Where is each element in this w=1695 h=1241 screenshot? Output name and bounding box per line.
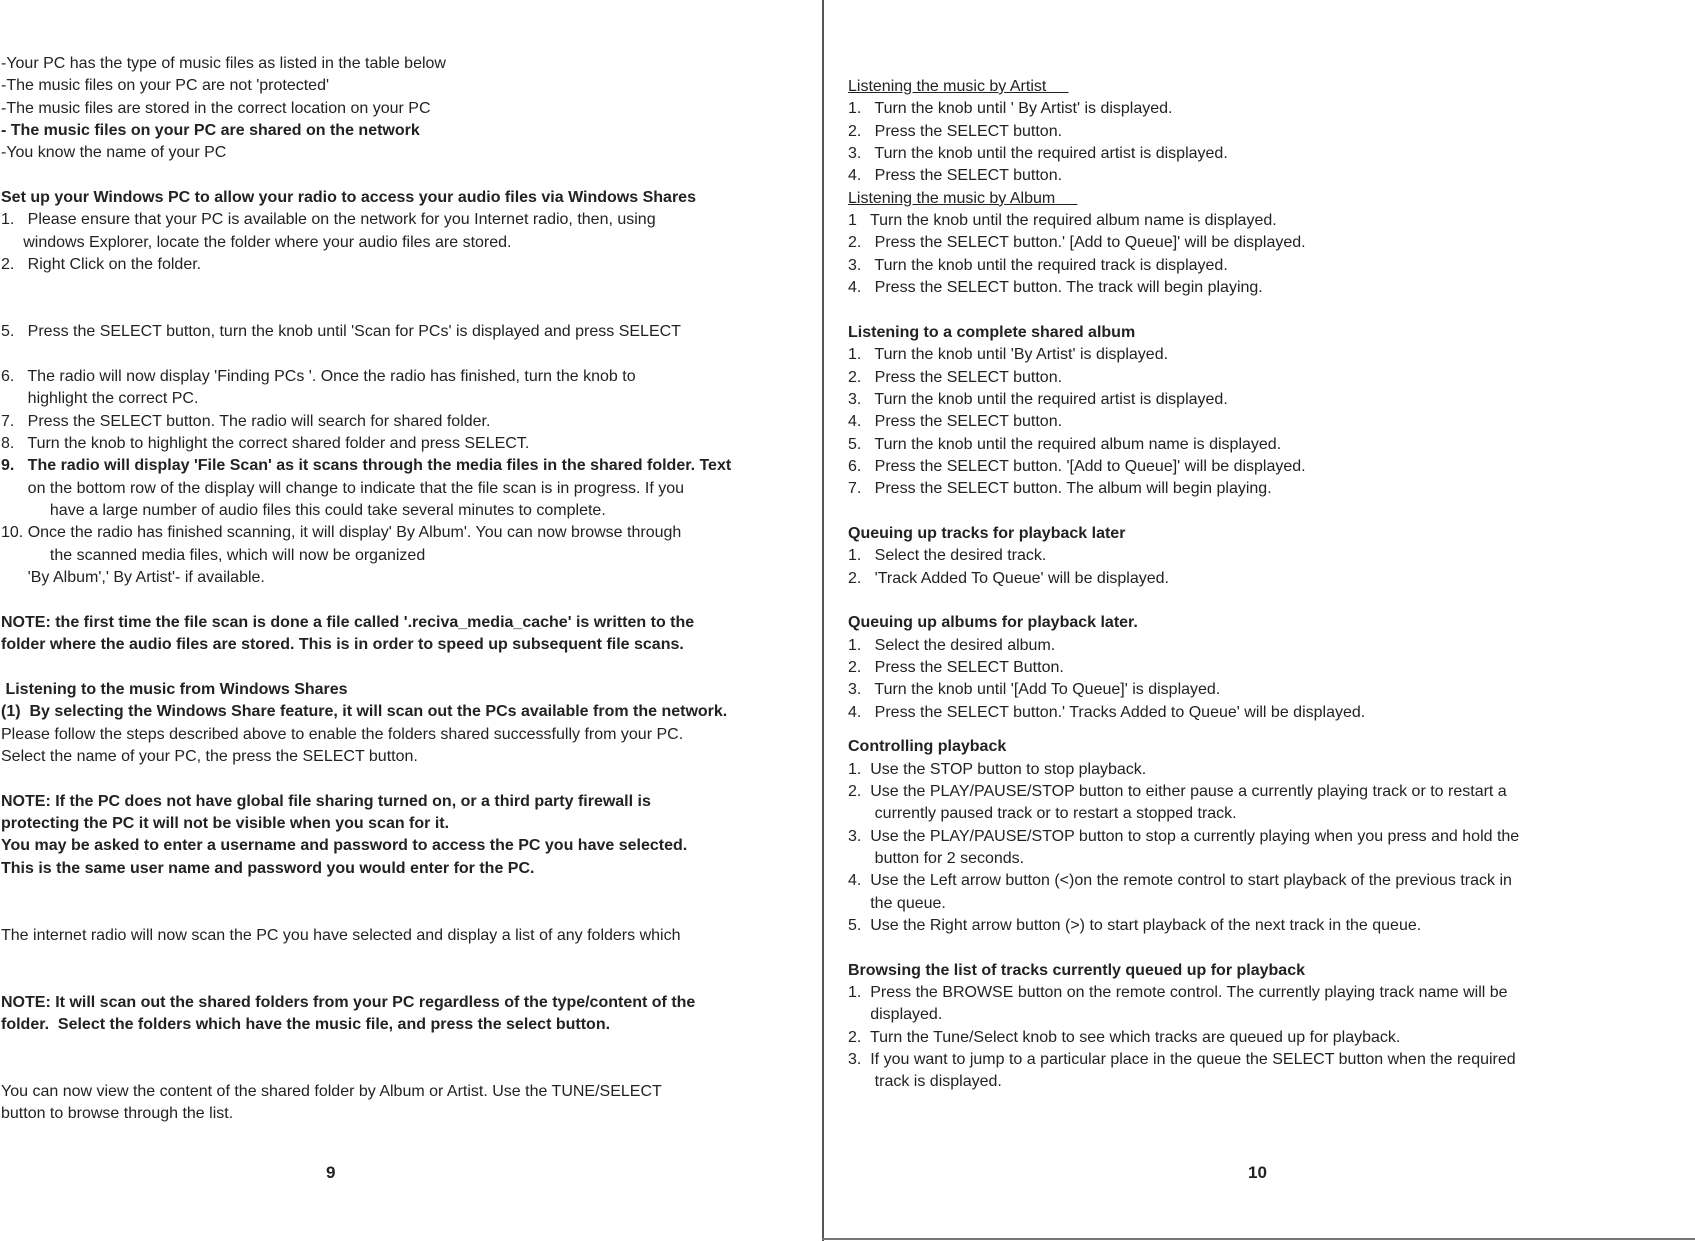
text-line: 2. Press the SELECT button. (848, 122, 1063, 140)
text-line: 6. The radio will now display 'Finding PCs '. Once the radio has finished, turn the knob to (1, 367, 636, 385)
heading-line: Queuing up tracks for playback later (848, 525, 1126, 542)
text-line: Listening the music by Album (848, 189, 1078, 207)
text-line: 2. Turn the Tune/Select knob to see which tracks are queued up for playback. (848, 1028, 1401, 1046)
text-line: 3. Turn the knob until the required track is displayed. (848, 256, 1228, 274)
heading-line: NOTE: the first time the file scan is done a file called '.reciva_media_cache' is written to the (1, 613, 695, 631)
text-line: You can now view the content of the shared folder by Album or Artist. Use the TUNE/SELECT (1, 1083, 662, 1101)
text-line: 2. Press the SELECT Button. (848, 659, 1064, 677)
text-line: windows Explorer, locate the folder where your audio files are stored. (1, 233, 512, 251)
text-line: track is displayed. (848, 1073, 1002, 1091)
text-line: -The music files on your PC are not 'protected' (1, 77, 330, 95)
heading-line: Browsing the list of tracks currently queued up for playback (848, 961, 1305, 979)
text-line: 2. Right Click on the folder. (1, 256, 202, 274)
text-line: the scanned media files, which will now be organized (1, 546, 426, 564)
text-line: 1. Turn the knob until ' By Artist' is displayed. (848, 100, 1173, 118)
text-line: on the bottom row of the display will change to indicate that the file scan is in progress. If you (1, 479, 685, 497)
text-line: 3. If you want to jump to a particular place in the queue the SELECT button when the required (848, 1051, 1516, 1069)
text-line: 'By Album',' By Artist'- if available. (1, 569, 265, 587)
text-line: 7. Press the SELECT button. The radio will search for shared folder. (1, 412, 491, 430)
heading-line: Queuing up albums for playback later. (848, 614, 1138, 632)
text-line: 4. Press the SELECT button.' Tracks Added to Queue' will be displayed. (848, 703, 1366, 721)
text-line: 6. Press the SELECT button. '[Add to Queue]' will be displayed. (848, 457, 1306, 475)
text-line: 1. Select the desired album. (848, 636, 1056, 654)
text-line: -The music files are stored in the correct location on your PC (1, 99, 431, 117)
text-line: 1. Select the desired track. (848, 547, 1047, 565)
heading-line: Controlling playback (848, 738, 1007, 756)
text-line: 2. Press the SELECT button.' [Add to Queue]' will be displayed. (848, 234, 1306, 252)
heading-line: Set up your Windows PC to allow your radio to access your audio files via Windows Shares (1, 189, 696, 207)
text-line: 2. Use the PLAY/PAUSE/STOP button to either pause a currently playing track or to restart a (848, 782, 1507, 800)
heading-line: This is the same user name and password you would enter for the PC. (1, 859, 535, 877)
page-number-left: 9 (326, 1163, 336, 1182)
page-number-right: 10 (1248, 1163, 1267, 1182)
heading-line: 9. The radio will display 'File Scan' as it scans through the media files in the shared folder. Text (1, 457, 732, 475)
heading-line: (1) By selecting the Windows Share feature, it will scan out the PCs available from the network. (1, 703, 728, 721)
heading-line: - The music files on your PC are shared on the network (1, 122, 420, 140)
text-line: 3. Turn the knob until the required artist is displayed. (848, 145, 1228, 163)
text-line: 1. Use the STOP button to stop playback. (848, 760, 1147, 778)
text-line: displayed. (848, 1006, 943, 1024)
text-line: Listening the music by Artist (848, 78, 1069, 95)
left-page (0, 0, 822, 1241)
text-line: 4. Use the Left arrow button (<)on the remote control to start playback of the previous track in (848, 872, 1512, 890)
text-line: 3. Turn the knob until the required artist is displayed. (848, 390, 1228, 408)
right-page (824, 0, 1695, 1241)
text-line: button for 2 seconds. (848, 849, 1025, 867)
heading-line: protecting the PC it will not be visible when you scan for it. (1, 814, 450, 832)
heading-line: NOTE: If the PC does not have global file sharing turned on, or a third party firewall is (1, 792, 651, 810)
text-line: 2. 'Track Added To Queue' will be displayed. (848, 569, 1169, 587)
text-line: 4. Press the SELECT button. (848, 167, 1063, 185)
text-line: button to browse through the list. (1, 1105, 234, 1123)
text-line: 2. Press the SELECT button. (848, 368, 1063, 386)
text-line: 5. Use the Right arrow button (>) to start playback of the next track in the queue. (848, 916, 1422, 934)
heading-line: Listening to the music from Windows Shares (1, 680, 348, 698)
text-line: 5. Press the SELECT button, turn the knob until 'Scan for PCs' is displayed and press SELECT (1, 323, 681, 341)
heading-line: folder. Select the folders which have the music file, and press the select button. (1, 1016, 611, 1034)
text-line: highlight the correct PC. (1, 390, 199, 408)
text-line: -Your PC has the type of music files as listed in the table below (1, 55, 446, 72)
text-line: 4. Press the SELECT button. (848, 413, 1063, 431)
text-line: 3. Turn the knob until '[Add To Queue]' is displayed. (848, 681, 1221, 699)
text-line: The internet radio will now scan the PC you have selected and display a list of any folders which (1, 926, 681, 944)
text-line: 4. Press the SELECT button. The track will begin playing. (848, 279, 1263, 297)
text-line: 7. Press the SELECT button. The album will begin playing. (848, 480, 1272, 498)
heading-line: folder where the audio files are stored. This is in order to speed up subsequent file scans. (1, 636, 684, 654)
text-line: the queue. (848, 894, 946, 912)
text-line: -You know the name of your PC (1, 144, 227, 162)
text-line: 1. Press the BROWSE button on the remote control. The currently playing track name will be (848, 984, 1508, 1001)
text-line: 1. Turn the knob until 'By Artist' is displayed. (848, 346, 1169, 364)
text-line: 5. Turn the knob until the required album name is displayed. (848, 435, 1282, 453)
text-line: 1. Please ensure that your PC is available on the network for you Internet radio, then, using (1, 211, 656, 229)
text-line: currently paused track or to restart a stopped track. (848, 805, 1237, 823)
text-line: 1 Turn the knob until the required album name is displayed. (848, 212, 1277, 230)
text-line: 8. Turn the knob to highlight the correct shared folder and press SELECT. (1, 434, 530, 452)
heading-line: NOTE: It will scan out the shared folders from your PC regardless of the type/content of the (1, 993, 696, 1011)
text-line: 10. Once the radio has finished scanning, it will display' By Album'. You can now browse through (1, 524, 682, 542)
text-line: Select the name of your PC, the press the SELECT button. (1, 747, 418, 765)
text-line: have a large number of audio files this could take several minutes to complete. (1, 502, 606, 519)
text-line: 3. Use the PLAY/PAUSE/STOP button to stop a currently playing when you press and hold the (848, 827, 1520, 845)
text-line: Please follow the steps described above to enable the folders shared successfully from your PC. (1, 725, 684, 743)
heading-line: Listening to a complete shared album (848, 323, 1136, 341)
heading-line: You may be asked to enter a username and password to access the PC you have selected. (1, 837, 688, 855)
